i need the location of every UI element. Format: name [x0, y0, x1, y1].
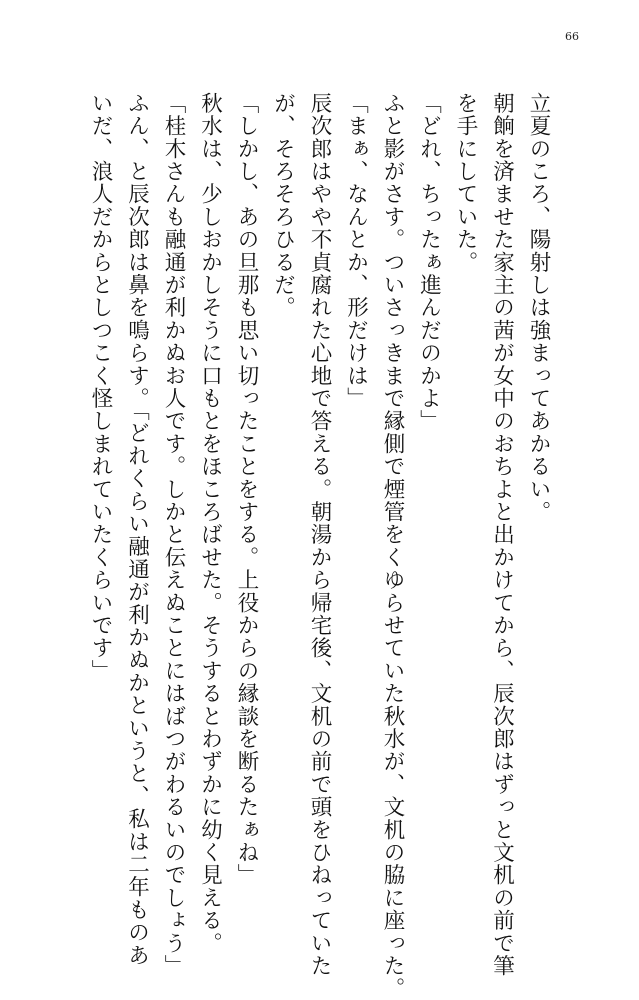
text-line: 朝餉を済ませた家主の茜が女中のおちよと出かけてから、辰次郎はずっと文机の前で筆 [489, 92, 515, 978]
text-line: 「まぁ、なんとか、形だけは」 [343, 92, 369, 410]
vertical-text-body [87, 92, 551, 1000]
text-line: 立夏のころ、陽射しは強まってあかるい。 [526, 92, 551, 524]
text-line: が、そろそろひるだ。 [270, 92, 296, 319]
text-line: 「桂木さんも融通が利かぬお人です。しかと伝えぬことにはばつがわるいのでしょう」 [161, 92, 186, 978]
text-line: いだ、浪人だからとしつこく怪しまれていたくらいです」 [88, 92, 113, 683]
text-line: ふん、と辰次郎は鼻を鳴らす。「どれくらい融通が利かぬかというと、私は二年ものあ [124, 92, 150, 967]
text-line: ふと影がさす。ついさっきまで縁側で煙管をくゆらせていた秋水が、文机の脇に座った。 [380, 92, 405, 1000]
text-line: 秋水は、少しおかしそうに口もとをほころばせた。そうするとわずかに幼く見える。 [197, 92, 223, 955]
text-line: を手にしていた。 [453, 92, 478, 274]
text-line: 「どれ、ちったぁ進んだのかよ」 [416, 92, 442, 433]
text-line: 「しかし、あの旦那も思い切ったことをする。上役からの縁談を断るたぁね」 [234, 92, 259, 887]
text-line: 辰次郎はやや不貞腐れた心地で答える。朝湯から帰宅後、文机の前で頭をひねっていた [307, 92, 332, 978]
page-number: 66 [565, 30, 579, 43]
